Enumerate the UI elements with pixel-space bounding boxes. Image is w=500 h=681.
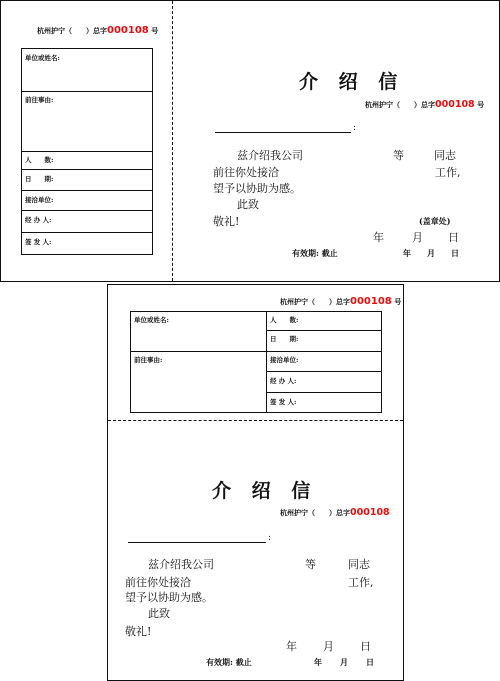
letter-serial-number: 000108 [350,507,390,518]
stub-date-label: 日 期: [270,335,299,343]
jingli-text: 敬礼! [213,215,240,228]
stub-handler-label: 经 办 人: [270,377,297,385]
stub-serial [280,296,401,307]
intro-deng: 等 [393,149,404,162]
recipient-colon: : [268,533,272,543]
validity-month: 月 [340,657,348,667]
intro-deng: 等 [305,558,316,571]
stub-divider [22,91,152,92]
stub-divider [266,351,381,352]
validity-year: 年 [403,248,411,258]
stub-serial-suffix: 号 [394,297,402,306]
stub-divider [266,371,381,372]
letter-serial-prefix: 杭州护宁（ ）总字 [365,100,435,109]
work-text: 工作, [348,576,374,589]
date-month: 月 [412,231,423,244]
stub-purpose-label: 前往事由: [134,356,163,364]
stub-serial-number: 000108 [107,25,149,36]
stub-divider [266,392,381,393]
validity-day: 日 [366,657,374,667]
stub-issuer-label: 签 发 人: [270,398,297,406]
seal-label: (盖章处) [419,216,451,226]
validity-month: 月 [427,248,435,258]
stub-unit-label: 单位或姓名: [134,316,169,324]
recipient-line [215,132,351,133]
request-text: 望予以协助为感。 [213,182,301,195]
letter-title: 介 绍 信 [212,480,318,502]
letter-serial [365,99,484,110]
bottom-sheet [107,284,404,681]
stub-serial [37,25,158,36]
intro-text: 兹介绍我公司 [237,149,303,162]
recipient-colon: : [353,123,357,133]
stub-form [130,311,382,413]
date-year: 年 [373,231,384,244]
intro-tongzhi: 同志 [434,149,456,162]
letter-serial-suffix: 号 [477,100,485,109]
stub-divider [266,330,381,331]
validity-year: 年 [314,657,322,667]
stub-divider [22,210,152,211]
intro-tongzhi: 同志 [348,558,370,571]
letter-serial-prefix: 杭州护宁（ ）总字 [280,508,350,517]
contact-text: 前往你处接洽 [125,576,191,589]
stub-serial-prefix: 杭州护宁（ ）总字 [280,297,350,306]
perforation-line [108,420,403,421]
perforation-line [172,1,173,281]
date-day: 日 [448,231,459,244]
stub-form [21,48,153,255]
stub-reception-label: 接洽单位: [25,196,54,204]
stub-issuer-label: 签 发 人: [25,238,52,246]
stub-handler-label: 经 办 人: [25,216,52,224]
stub-purpose-label: 前往事由: [25,96,54,104]
stub-divider [22,232,152,233]
recipient-line [128,542,266,543]
contact-text: 前往你处接洽 [213,166,279,179]
letter-serial-number: 000108 [435,99,475,110]
cizhi-text: 此致 [148,607,170,620]
stub-unit-label: 单位或姓名: [25,54,60,62]
stub-reception-label: 接洽单位: [270,356,299,364]
stub-date-label: 日 期: [25,175,54,183]
stub-people-label: 人 数: [270,316,299,324]
date-month: 月 [323,640,334,653]
stub-divider [22,190,152,191]
validity-day: 日 [451,248,459,258]
stub-serial-prefix: 杭州护宁（ ）总字 [37,26,107,35]
validity-label: 有效期: 截止 [292,248,338,258]
stub-column-divider [266,312,267,412]
stub-divider [22,169,152,170]
cizhi-text: 此致 [237,198,259,211]
intro-text: 兹介绍我公司 [148,558,214,571]
stub-people-label: 人 数: [25,156,54,164]
request-text: 望予以协助为感。 [125,591,213,604]
jingli-text: 敬礼! [125,625,152,638]
letter-title: 介 绍 信 [299,71,405,93]
work-text: 工作, [435,166,461,179]
stub-divider [22,151,152,152]
top-sheet [0,0,500,282]
stub-serial-suffix: 号 [151,26,159,35]
validity-label: 有效期: 截止 [206,657,252,667]
stub-serial-number: 000108 [350,296,392,307]
stub-divider [131,351,266,352]
date-year: 年 [286,640,297,653]
date-day: 日 [360,640,371,653]
letter-serial [280,507,390,518]
